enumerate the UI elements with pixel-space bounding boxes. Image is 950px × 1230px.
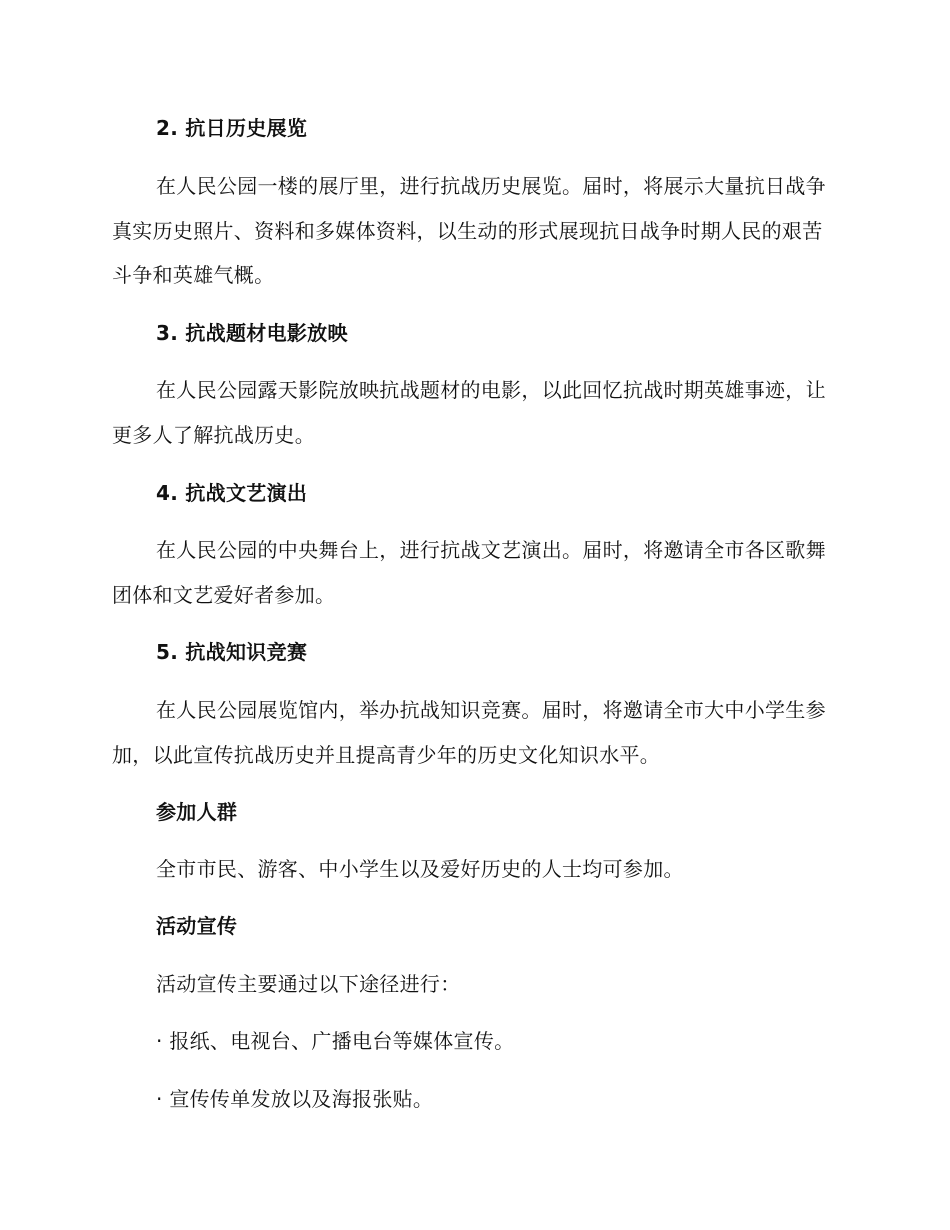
promotion-heading: 活动宣传	[156, 914, 238, 938]
section-paragraph-performance: 在人民公园的中央舞台上，进行抗战文艺演出。届时，将邀请全市各区歌舞团体和文艺爱好者参加。	[112, 538, 826, 607]
participants-text: 全市市民、游客、中小学生以及爱好历史的人士均可参加。	[156, 857, 684, 881]
promotion-intro: 活动宣传主要通过以下途径进行：	[156, 972, 461, 996]
promotion-list-item: · 宣传传单发放以及海报张贴。	[156, 1087, 434, 1111]
promotion-list-item: · 报纸、电视台、广播电台等媒体宣传。	[156, 1029, 515, 1053]
section-paragraph-film: 在人民公园露天影院放映抗战题材的电影，以此回忆抗战时期英雄事迹，让更多人了解抗战历史。	[112, 378, 826, 447]
section-heading-exhibition: 2. 抗日历史展览	[156, 116, 308, 140]
section-heading-quiz: 5. 抗战知识竞赛	[156, 640, 308, 664]
section-paragraph-exhibition: 在人民公园一楼的展厅里，进行抗战历史展览。届时，将展示大量抗日战争真实历史照片、资料和多媒体资料，以生动的形式展现抗日战争时期人民的艰苦斗争和英雄气概。	[112, 174, 826, 287]
section-heading-film: 3. 抗战题材电影放映	[156, 321, 348, 345]
section-heading-performance: 4. 抗战文艺演出	[156, 481, 308, 505]
participants-heading: 参加人群	[156, 800, 238, 824]
section-paragraph-quiz: 在人民公园展览馆内，举办抗战知识竞赛。届时，将邀请全市大中小学生参加，以此宣传抗战历史并且提高青少年的历史文化知识水平。	[112, 698, 826, 767]
